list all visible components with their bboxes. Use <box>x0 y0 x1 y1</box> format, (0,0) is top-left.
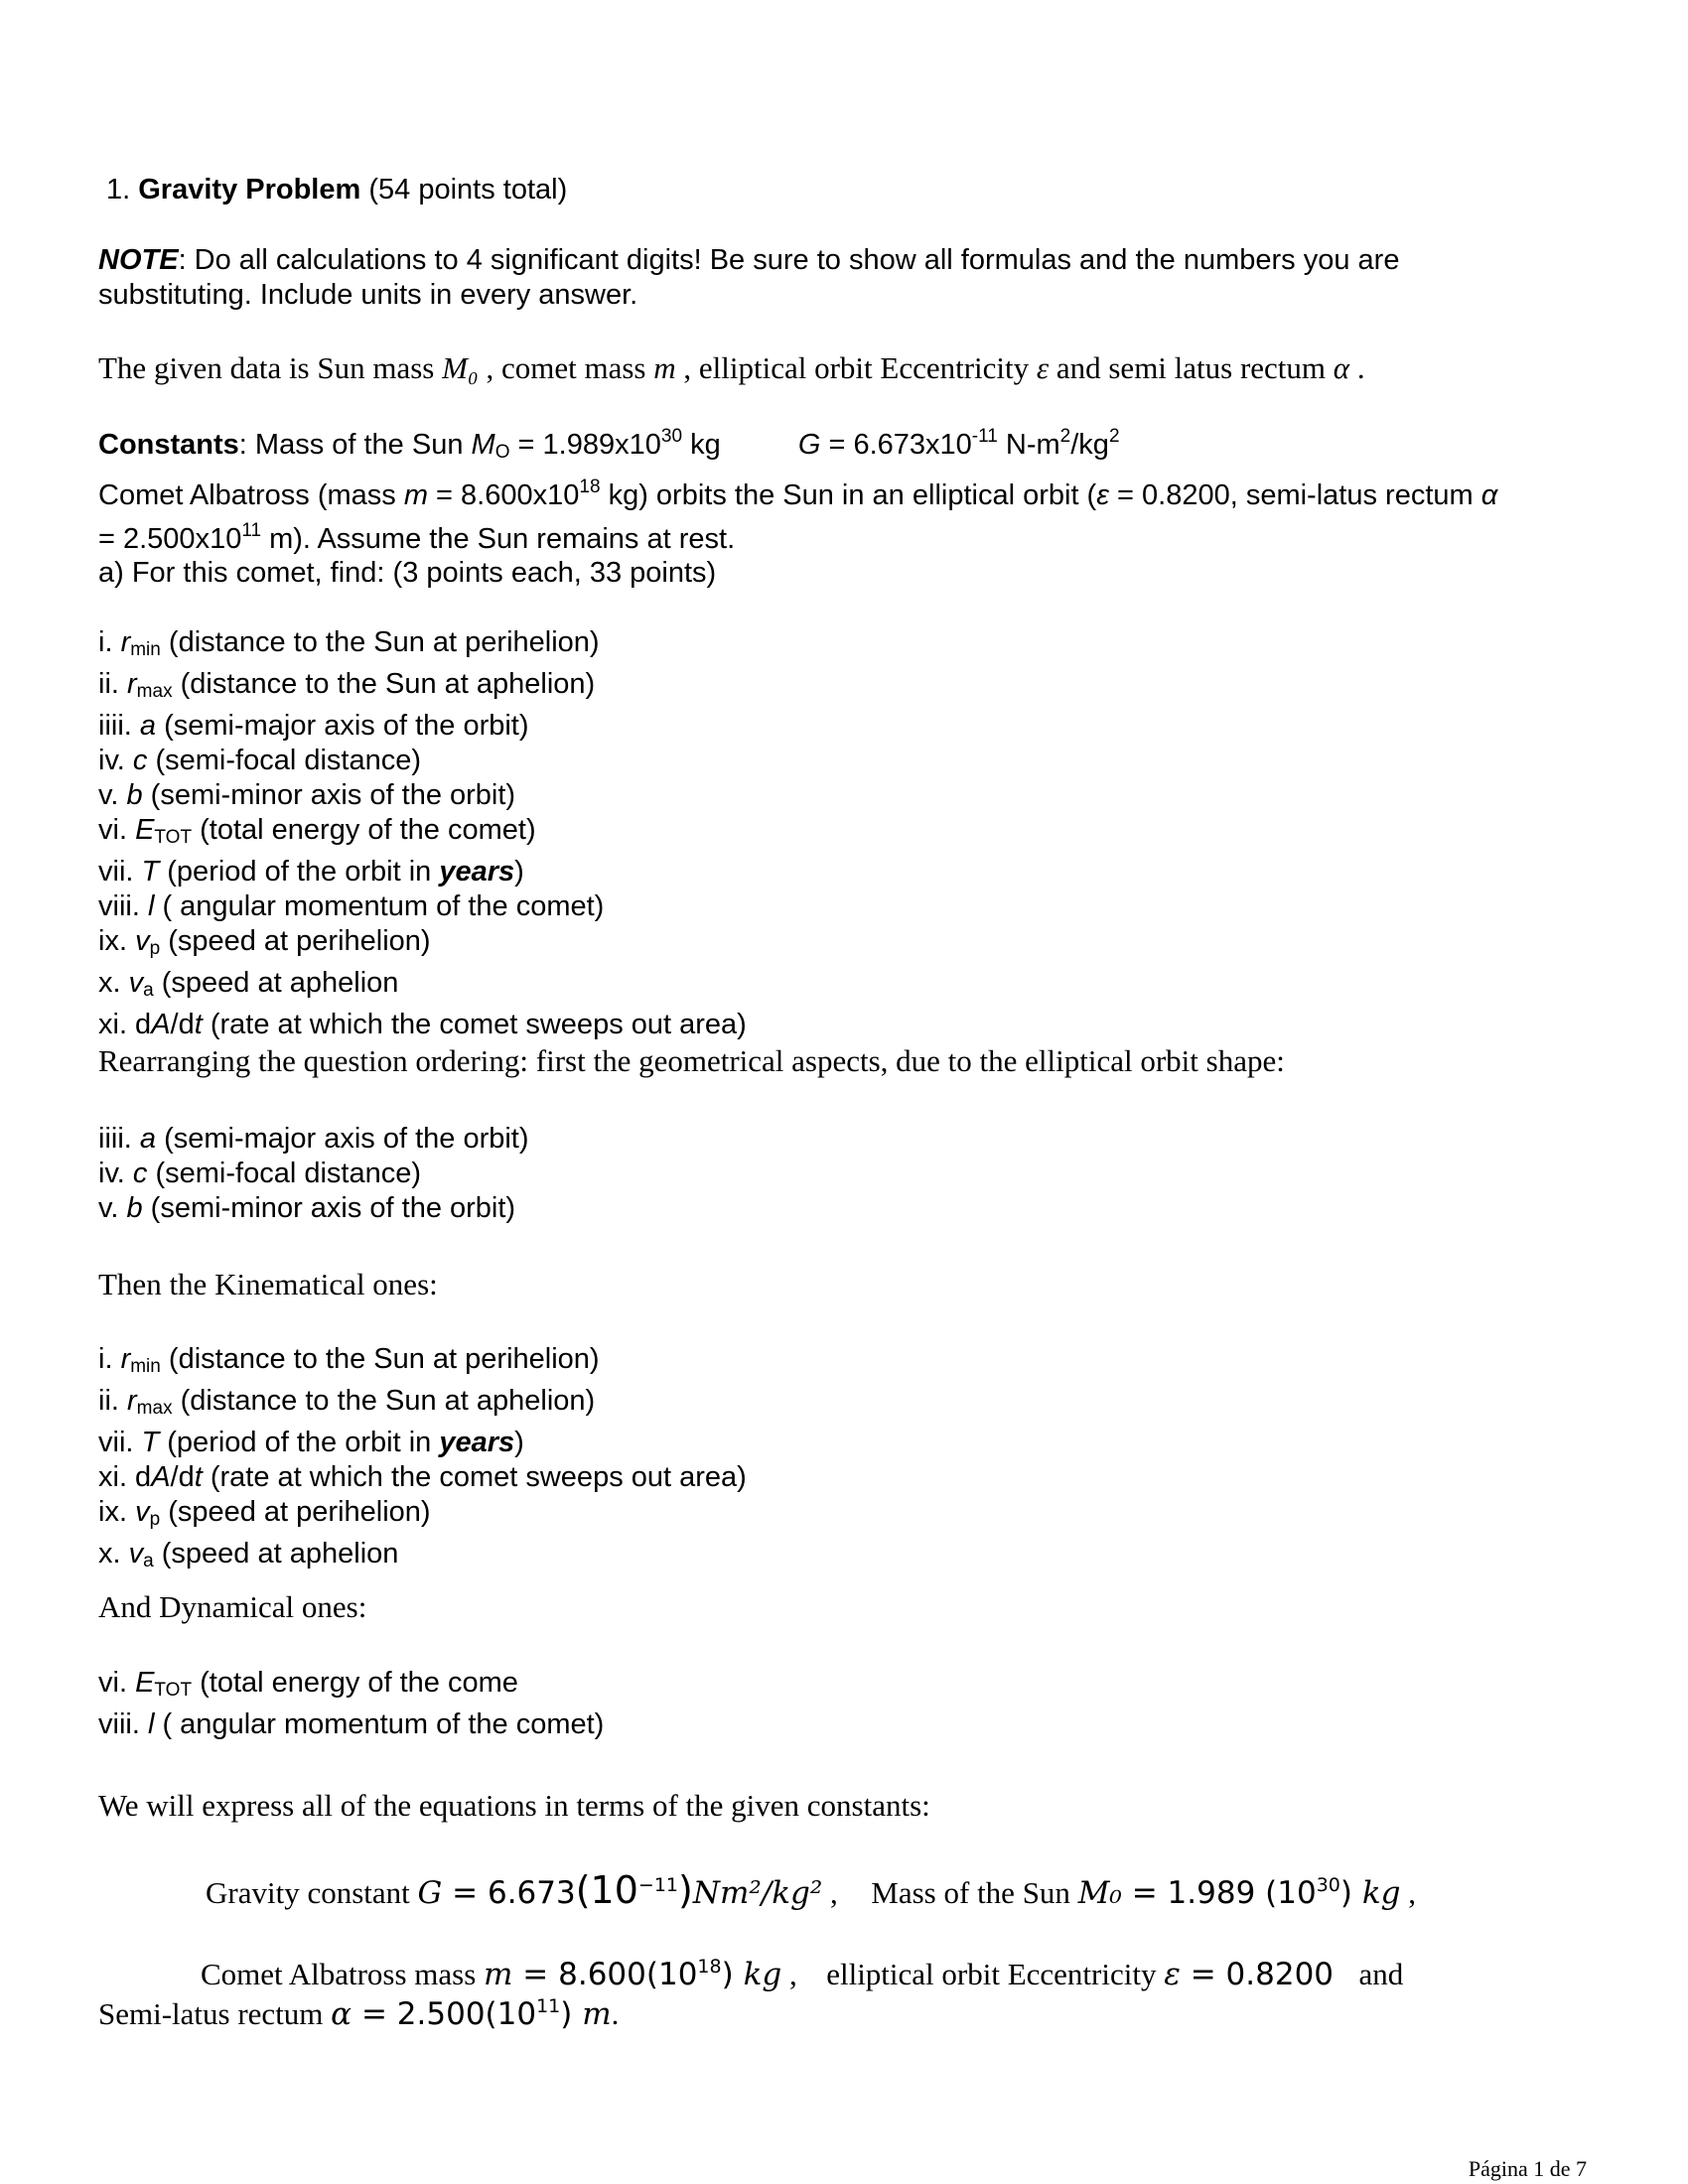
list-item <box>98 1157 1598 1191</box>
constants-label: Constants <box>98 429 239 461</box>
rearranging-text: Rearranging the question ordering: first the geometrical aspects, due to the elliptical orbit shape: <box>98 1043 1285 1078</box>
express-text: We will express all of the equations in terms of the given constants: <box>98 1788 930 1823</box>
eq1-label2: Mass of the Sun <box>871 1875 1078 1910</box>
item-prefix: xi. d <box>98 1461 152 1493</box>
eq1-pow-end: ) <box>678 1868 693 1912</box>
item-mid: /d <box>170 1009 195 1040</box>
constants-sun-text: : Mass of the Sun <box>238 429 472 461</box>
constants-sun-value: = 1.989x10 <box>509 429 661 461</box>
given-latus-text: and semi latus rectum <box>1049 350 1334 385</box>
item-bold: years <box>439 856 515 887</box>
given-comet-symbol: m <box>653 350 676 385</box>
item-text: (semi-focal distance) <box>147 745 421 776</box>
item-prefix: viii. <box>98 890 148 922</box>
item-symbol: c <box>132 1158 148 1189</box>
item-prefix: ii. <box>98 668 127 700</box>
list-item <box>98 1495 1598 1537</box>
eq1-equals: = <box>442 1875 488 1911</box>
item-text: (semi-minor axis of the orbit) <box>142 779 516 811</box>
item-prefix: iiii. <box>98 1123 140 1155</box>
given-end: . <box>1349 350 1365 385</box>
eq1-comma2: , <box>1400 1875 1416 1910</box>
item-bold: years <box>439 1427 515 1458</box>
item-prefix: xi. d <box>98 1009 152 1040</box>
eq2-and: and <box>1358 1957 1404 1991</box>
item-text: (distance to the Sun at aphelion) <box>172 1385 596 1417</box>
item-sub: min <box>130 1356 161 1377</box>
constants-line-2 <box>98 470 1598 513</box>
item-prefix: ix. <box>98 925 136 957</box>
list-item <box>98 813 1598 855</box>
item-prefix: viii. <box>98 1708 148 1740</box>
item-prefix: vi. <box>98 1667 136 1699</box>
given-data-line <box>98 349 1598 387</box>
eq1-g-symbol: G <box>417 1875 443 1911</box>
item-prefix: iv. <box>98 745 133 776</box>
item-symbol: c <box>132 745 148 776</box>
eq2-label2: elliptical orbit Eccentricity <box>826 1957 1165 1991</box>
problem-number: 1. <box>106 174 131 205</box>
item-sub: p <box>149 938 161 959</box>
constants-sun-sub: O <box>494 442 510 463</box>
list-item <box>98 889 1598 924</box>
item-symbol: r <box>127 668 137 700</box>
item-text: (distance to the Sun at perihelion) <box>160 1343 600 1375</box>
constants-g-unit: N-m <box>997 429 1060 461</box>
item-symbol: l <box>147 1708 155 1740</box>
item-sub: TOT <box>154 827 193 848</box>
constants-sun-unit: kg <box>682 429 721 461</box>
item-end: ) <box>514 856 524 887</box>
item-sub: TOT <box>154 1680 193 1701</box>
given-ecc-symbol: ε <box>1036 350 1050 385</box>
item-text: (period of the orbit in <box>159 856 440 887</box>
comet-exp2: 11 <box>241 520 262 541</box>
item-symbol: r <box>120 626 131 658</box>
eq2-equals3: = <box>352 1996 397 2032</box>
comet-alpha-symbol: α <box>1480 479 1498 511</box>
constants-sun-exp: 30 <box>660 426 683 447</box>
item-prefix: iv. <box>98 1158 133 1189</box>
eq2-label: Comet Albatross mass <box>201 1957 485 1991</box>
item-text: (distance to the Sun at aphelion) <box>172 668 596 700</box>
eq2-exp: 18 <box>697 1956 722 1978</box>
dynamical-heading: And Dynamical ones: <box>98 1589 367 1624</box>
item-symbol: r <box>127 1385 137 1417</box>
list-item <box>98 1537 1598 1578</box>
comet-line-e: m). Assume the Sun remains at rest. <box>261 523 736 555</box>
item-text: ( angular momentum of the comet) <box>154 1708 605 1740</box>
eq2-value2: 0.8200 <box>1225 1957 1335 1992</box>
item-symbol: E <box>135 1667 155 1699</box>
list-item <box>98 924 1598 966</box>
eq1-unit: Nm²/kg² <box>692 1875 823 1911</box>
item-symbol: v <box>135 1496 150 1528</box>
constants-block <box>98 419 1598 557</box>
eq2-unit: kg <box>733 1957 782 1992</box>
item-prefix: vii. <box>98 1427 142 1458</box>
given-sun-symbol: M₀ <box>442 350 479 385</box>
eq1-unit2: kg <box>1352 1875 1401 1911</box>
question-list-dynamical <box>98 1666 1598 1742</box>
item-text: (speed at aphelion <box>153 967 399 999</box>
item-text: (semi-focal distance) <box>147 1158 421 1189</box>
eq1-label: Gravity constant <box>206 1875 418 1910</box>
item-text: (rate at which the comet sweeps out area) <box>202 1461 747 1493</box>
item-prefix: ii. <box>98 1385 127 1417</box>
item-text: (total energy of the come <box>192 1667 518 1699</box>
list-item <box>98 1191 1598 1226</box>
list-item <box>98 1122 1598 1157</box>
list-item <box>98 1460 1598 1495</box>
eq2-eps-symbol: ε <box>1164 1957 1181 1992</box>
constants-g-unit-exp: 2 <box>1059 426 1071 447</box>
list-item <box>98 966 1598 1008</box>
list-item <box>98 1384 1598 1426</box>
comet-line-c: = 0.8200, semi-latus rectum <box>1108 479 1481 511</box>
eq1-exp2: 30 <box>1316 1874 1340 1896</box>
item-symbol: A <box>151 1009 171 1040</box>
item-text: (speed at perihelion) <box>160 925 431 957</box>
item-symbol: a <box>139 710 157 742</box>
constants-line-3 <box>98 513 1598 557</box>
comet-line-a: Comet Albatross (mass <box>98 479 404 511</box>
item-text: (semi-major axis of the orbit) <box>156 1123 529 1155</box>
item-symbol: l <box>147 890 155 922</box>
constants-g-symbol: G <box>797 429 821 461</box>
item-text: (period of the orbit in <box>159 1427 440 1458</box>
item-text: (semi-minor axis of the orbit) <box>142 1192 516 1224</box>
item-end: ) <box>514 1427 524 1458</box>
item-symbol: T <box>141 856 160 887</box>
eq1-value2-end: ) <box>1339 1875 1352 1911</box>
eq1-m0-symbol: M₀ <box>1077 1875 1122 1911</box>
eq2-end: . <box>611 1996 620 2031</box>
given-ecc-text: , elliptical orbit Eccentricity <box>675 350 1037 385</box>
item-symbol: t <box>194 1461 203 1493</box>
item-text: (speed at perihelion) <box>160 1496 431 1528</box>
problem-points: (54 points total) <box>368 174 568 205</box>
item-symbol: E <box>135 814 155 846</box>
item-prefix: x. <box>98 967 129 999</box>
item-symbol: v <box>128 1538 144 1570</box>
comet-m-symbol: m <box>403 479 428 511</box>
item-sub: max <box>136 1398 173 1419</box>
eq2-value-end: ) <box>721 1957 734 1992</box>
comet-value: = 8.600x10 <box>428 479 580 511</box>
item-symbol: t <box>194 1009 203 1040</box>
eq2-comma: , <box>788 1957 797 1991</box>
eq2-value3-end: ) <box>560 1996 573 2032</box>
comet-line-b: kg) orbits the Sun in an elliptical orbit ( <box>600 479 1097 511</box>
constants-g-exp: -11 <box>971 426 998 447</box>
item-sub: max <box>136 681 173 702</box>
eq2-unit3: m <box>572 1996 612 2032</box>
kinematical-heading: Then the Kinematical ones: <box>98 1267 438 1301</box>
list-item <box>98 1342 1598 1384</box>
item-prefix: v. <box>98 779 127 811</box>
item-mid: /d <box>170 1461 195 1493</box>
list-item <box>98 625 1598 667</box>
item-symbol: T <box>141 1427 160 1458</box>
item-prefix: i. <box>98 1343 121 1375</box>
note-text: : Do all calculations to 4 significant digits! Be sure to show all formulas and the numbers you are substituting. Include units in every answer. <box>98 244 1400 311</box>
eq2-value3: 2.500(10 <box>396 1996 537 2032</box>
item-sub: a <box>143 1551 154 1571</box>
item-symbol: A <box>151 1461 171 1493</box>
constants-g-unit-exp2: 2 <box>1108 426 1120 447</box>
item-text: (total energy of the comet) <box>192 814 536 846</box>
eq1-exp: −11 <box>637 1874 679 1896</box>
list-item <box>98 744 1598 778</box>
problem-heading <box>106 173 1606 207</box>
eq2-equals: = <box>512 1957 559 1992</box>
eq1-comma: , <box>830 1875 838 1910</box>
item-text: (speed at aphelion <box>153 1538 399 1570</box>
given-comet-text: , comet mass <box>478 350 654 385</box>
constants-line-1 <box>98 419 1598 470</box>
eq2-value: 8.600(10 <box>558 1957 698 1992</box>
comet-eps-symbol: ε <box>1096 479 1109 511</box>
question-list-full <box>98 625 1598 1042</box>
constants-sun-symbol: M <box>471 429 495 461</box>
note-label: NOTE <box>98 244 179 276</box>
eq1-value2: 1.989 (10 <box>1167 1875 1317 1911</box>
list-item <box>98 1426 1598 1460</box>
question-list-geometrical <box>98 1122 1598 1226</box>
item-text: (distance to the Sun at perihelion) <box>160 626 600 658</box>
item-sub: min <box>130 639 161 660</box>
item-prefix: v. <box>98 1192 127 1224</box>
list-item <box>98 1666 1598 1707</box>
item-symbol: v <box>135 925 150 957</box>
item-symbol: v <box>128 967 144 999</box>
part-a-heading: a) For this comet, find: (3 points each, 33 points) <box>98 557 717 589</box>
problem-title: Gravity Problem <box>138 174 361 205</box>
item-prefix: ix. <box>98 1496 136 1528</box>
item-symbol: a <box>139 1123 157 1155</box>
constants-equation-3 <box>98 1987 619 2033</box>
item-symbol: b <box>126 1192 143 1224</box>
comet-line-d: = 2.500x10 <box>98 523 242 555</box>
eq2-label3: Semi-latus rectum <box>98 1996 332 2031</box>
item-symbol: r <box>120 1343 131 1375</box>
eq2-m-symbol: m <box>484 1957 513 1992</box>
eq1-pow: (10 <box>575 1868 638 1912</box>
eq2-exp3: 11 <box>536 1995 561 2017</box>
item-prefix: vii. <box>98 856 142 887</box>
item-sub: p <box>149 1509 161 1530</box>
constants-g-unit-end: /kg <box>1070 429 1109 461</box>
list-item <box>98 709 1598 744</box>
eq2-equals2: = <box>1180 1957 1226 1992</box>
item-prefix: i. <box>98 626 121 658</box>
item-prefix: x. <box>98 1538 129 1570</box>
item-text: ( angular momentum of the comet) <box>154 890 605 922</box>
eq1-value: 6.673 <box>487 1875 576 1911</box>
list-item <box>98 667 1598 709</box>
eq1-equals2: = <box>1121 1875 1168 1911</box>
item-prefix: vi. <box>98 814 136 846</box>
constants-g-value: = 6.673x10 <box>820 429 972 461</box>
list-item <box>98 1707 1598 1742</box>
page-number: Página 1 de 7 <box>1468 2156 1587 2181</box>
item-symbol: b <box>126 779 143 811</box>
comet-exp: 18 <box>579 477 601 497</box>
given-intro: The given data is Sun mass <box>98 350 443 385</box>
note-paragraph <box>98 243 1488 313</box>
eq2-alpha-symbol: α <box>331 1996 352 2032</box>
item-prefix: iiii. <box>98 710 140 742</box>
given-latus-symbol: α <box>1333 350 1350 385</box>
list-item <box>98 855 1598 889</box>
item-text: (rate at which the comet sweeps out area) <box>202 1009 747 1040</box>
list-item <box>98 778 1598 813</box>
item-text: (semi-major axis of the orbit) <box>156 710 529 742</box>
item-sub: a <box>143 980 154 1001</box>
constants-equation-1 <box>206 1866 1416 1912</box>
list-item <box>98 1008 1598 1042</box>
question-list-kinematical <box>98 1342 1598 1578</box>
